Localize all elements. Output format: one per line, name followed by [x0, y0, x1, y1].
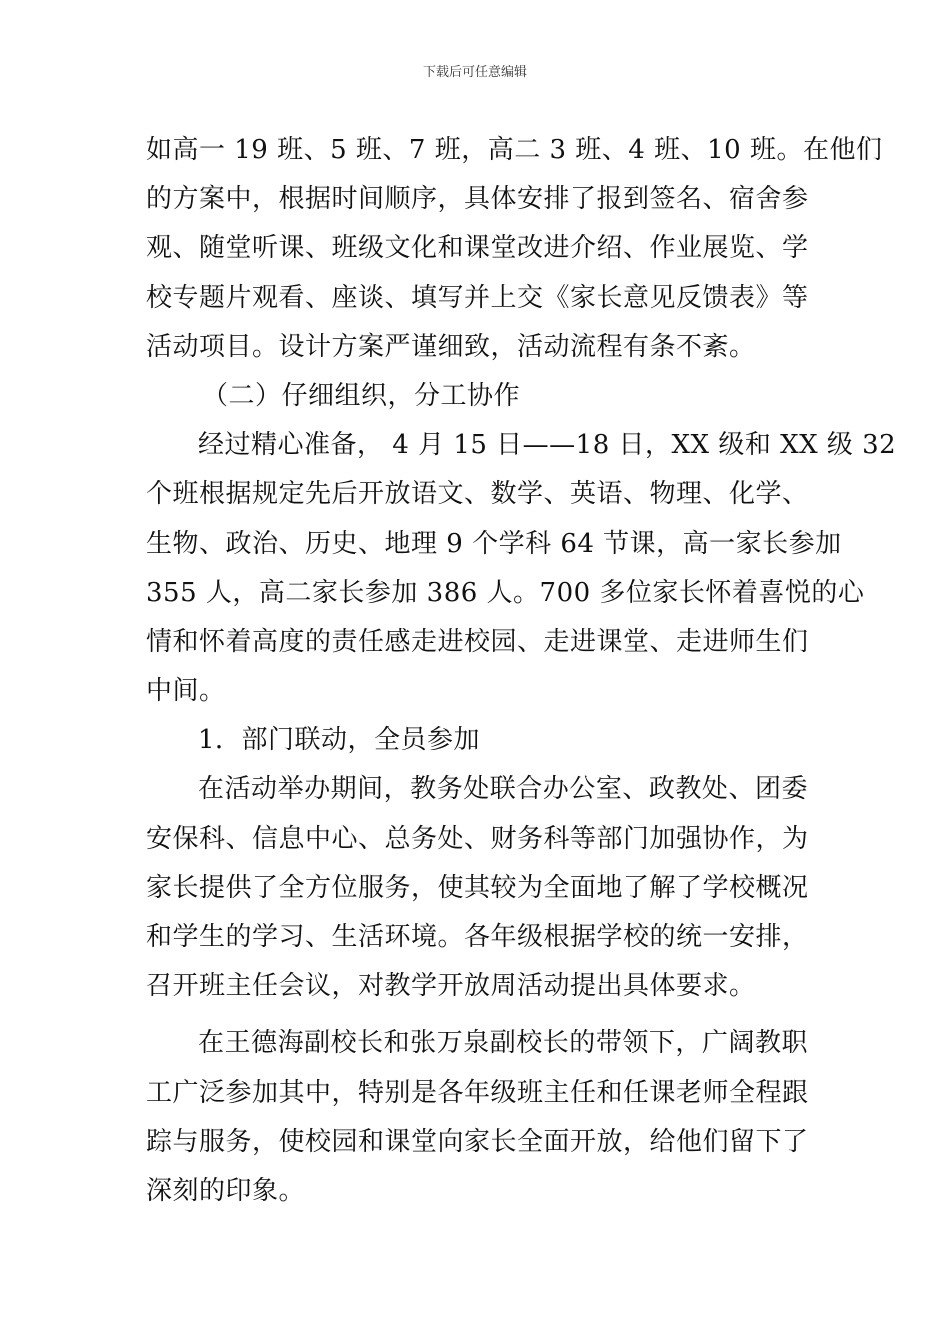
text-line: 踪与服务，使校园和课堂向家长全面开放，给他们留下了 [146, 1126, 809, 1157]
text-line: 中间。 [146, 676, 226, 707]
text-line: 在王德海副校长和张万泉副校长的带领下，广阔教职 [198, 1028, 808, 1059]
text-line: 安保科、信息中心、总务处、财务科等部门加强协作，为 [146, 823, 809, 854]
text-line: 观、随堂听课、班级文化和课堂改进介绍、作业展览、学 [146, 233, 809, 264]
paragraph-gap [146, 1011, 808, 1019]
text-line: 生物、政治、历史、地理 9 个学科 64 节课，高一家长参加 [146, 528, 842, 559]
paragraph-1 [146, 126, 883, 372]
text-line: 如高一 19 班、5 班、7 班，高二 3 班、4 班、10 班。在他们 [146, 135, 883, 165]
paragraph-2 [146, 421, 897, 716]
text-line: 的方案中，根据时间顺序，具体安排了报到签名、宿舍参 [146, 184, 809, 215]
paragraph-3 [146, 765, 808, 1011]
text-line: 情和怀着高度的责任感走进校园、走进课堂、走进师生们 [146, 626, 809, 657]
text-line: 和学生的学习、生活环境。各年级根据学校的统一安排， [146, 922, 809, 952]
section-heading-2 [146, 372, 808, 421]
section-heading-text: （二）仔细组织，分工协作 [202, 380, 521, 411]
text-line: 活动项目。设计方案严谨细致，活动流程有条不紊。 [146, 331, 756, 362]
document-body [146, 126, 897, 1216]
text-line: 个班根据规定先后开放语文、数学、英语、物理、化学、 [146, 479, 809, 510]
text-line: 校专题片观看、座谈、填写并上交《家长意见反馈表》等 [146, 282, 809, 313]
text-line: 家长提供了全方位服务，使其较为全面地了解了学校概况 [146, 872, 809, 903]
text-line: 召开班主任会议，对教学开放周活动提出具体要求。 [146, 971, 756, 1002]
paragraph-4 [146, 1019, 808, 1216]
text-line: 深刻的印象。 [146, 1175, 306, 1206]
text-line: 经过精心准备， 4 月 15 日——18 日，XX 级和 XX 级 32 [198, 430, 897, 461]
text-line: 在活动举办期间，教务处联合办公室、政教处、团委 [198, 774, 808, 805]
subsection-heading-text: 1．部门联动，全员参加 [198, 725, 481, 756]
subsection-heading-1 [146, 716, 808, 765]
text-line: 工广泛参加其中，特别是各年级班主任和任课老师全程跟 [146, 1077, 809, 1108]
text-line: 355 人，高二家长参加 386 人。700 多位家长怀着喜悦的心 [146, 577, 865, 608]
page-header: 下载后可任意编辑 [422, 65, 527, 80]
